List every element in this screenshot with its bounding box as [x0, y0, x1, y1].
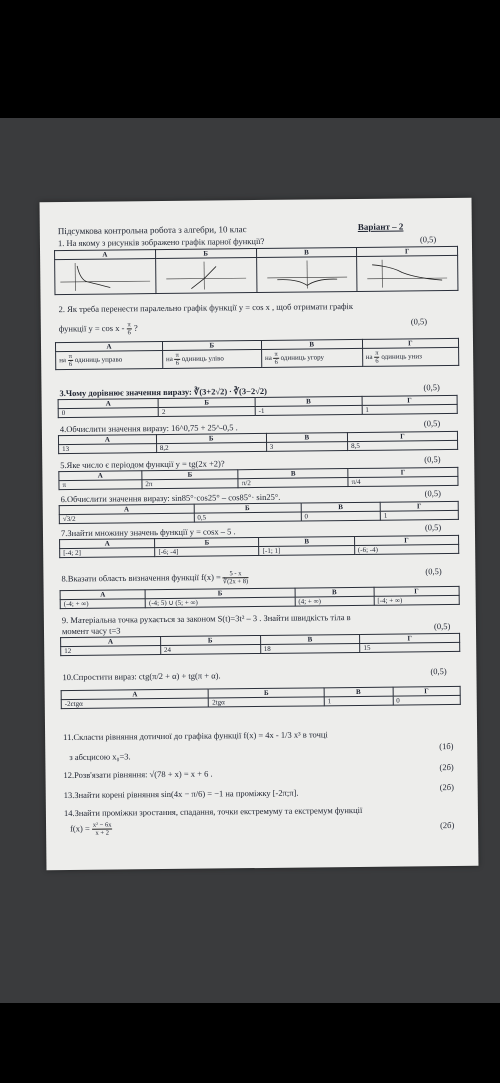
q14-den: x + 2 — [95, 829, 109, 837]
question-6: 6.Обчислити значення виразу: sin85°·cos25° – cos85°· sin25°. — [60, 491, 281, 505]
q8-points: (0,5) — [425, 566, 442, 577]
q3-opt-c: -1 — [255, 405, 362, 415]
q4-opt-d: 8,5 — [348, 440, 458, 450]
q8-den: ∛(2x + 8) — [222, 578, 249, 586]
graph-a-plot — [55, 259, 155, 294]
q3-points: (0,5) — [423, 382, 440, 393]
q2-opt-c — [261, 348, 362, 367]
q7-opt-b: [-6; -4] — [155, 546, 259, 556]
question-3: 3.Чому дорівнює значення виразу: ∛(3+2√2) ∙ ∛(3−2√2) — [59, 385, 267, 399]
q4-options — [58, 431, 458, 454]
q2-c-den: 6 — [274, 358, 278, 366]
q5-opt-b: 2π — [142, 479, 239, 489]
q2-fraction — [126, 321, 131, 336]
q2-qmark: ? — [133, 322, 138, 333]
q2-c-prefix: на — [264, 353, 272, 363]
q14-points: (2б) — [440, 819, 455, 831]
q11-expr: f(x) = 4x - 1/3 x³ — [243, 729, 301, 741]
q12-expr: √(78 + x) = x + 6 . — [149, 768, 213, 780]
q8-col-a: А — [60, 590, 145, 600]
q2-d-num: π — [375, 349, 379, 357]
q2-d-frac — [374, 350, 379, 365]
q8-opt-d: [-4; + ∞) — [374, 595, 459, 605]
variant-label: Варіант – 2 — [357, 221, 404, 232]
q8-opt-c: (4; + ∞) — [295, 596, 374, 606]
question-1: 1. На якому з рисунків зображено графік парної функції? — [57, 235, 265, 249]
graph-b — [155, 258, 256, 294]
q6-col-d: Г — [380, 501, 458, 511]
q3-opt-a: 0 — [58, 408, 158, 418]
q4-col-a: А — [58, 435, 156, 445]
question-2-line1: 2. Як треба перенести паралельно графік функції y = cos x , щоб отримати графік — [58, 301, 354, 315]
q8-col-b: Б — [145, 588, 294, 599]
q3-opt-b: 2 — [158, 407, 255, 417]
q8-num: 5 - x — [223, 570, 248, 578]
q2-a-num: π — [68, 352, 73, 360]
q5-points: (0,5) — [424, 454, 441, 465]
q4-opt-b: 8,2 — [156, 442, 266, 452]
q10-col-a: А — [61, 689, 209, 700]
col-b: Б — [155, 249, 256, 259]
q2-b-text: одиниць уліво — [181, 354, 224, 363]
q9-opt-a: 12 — [61, 646, 161, 656]
col-c: В — [256, 247, 357, 257]
q4-col-d: Г — [348, 431, 458, 441]
q14-fraction — [92, 822, 113, 837]
question-7: 7.Знайти множину значень функції y = cosx – 5 . — [60, 526, 236, 539]
q9-opt-d: 15 — [360, 642, 460, 652]
q7-options — [59, 535, 459, 558]
q2-opt-b — [162, 349, 261, 368]
q2-d-text: одиниць униз — [381, 352, 422, 361]
q1-points: (0,5) — [419, 234, 437, 245]
q2-d-prefix: на — [365, 352, 373, 361]
q10-opt-a: -2ctgα — [61, 698, 209, 709]
q5-col-c: В — [238, 469, 348, 479]
q13-points: (2б) — [439, 781, 454, 793]
q9-col-d: Г — [360, 633, 460, 643]
q7-col-a: А — [60, 539, 155, 549]
q2-b-frac — [175, 352, 180, 367]
q3-col-b: Б — [158, 398, 255, 408]
q10-col-d: Г — [393, 686, 461, 696]
q9-opt-b: 24 — [160, 644, 260, 654]
q10-text: 10.Спростити вираз: — [62, 671, 137, 683]
q9-options — [60, 633, 460, 656]
q13-expr: sin(4x − π/6) = −1 — [161, 788, 224, 800]
q4-col-b: Б — [156, 433, 266, 443]
q2-a-text: одиниць управо — [74, 355, 123, 365]
q8-opt-a: (-4; + ∞) — [60, 599, 145, 609]
q2-b-num: π — [175, 351, 179, 359]
graph-c — [256, 256, 357, 292]
q13-text-2: на проміжку [-2π;π]. — [225, 787, 299, 799]
q2-c-text: одиниць угору — [280, 353, 325, 362]
q9-col-c: В — [260, 634, 360, 644]
col-a: А — [55, 250, 156, 260]
question-4: 4.Обчислити значення виразу: 16^0,75 + 25^-0,5 . — [59, 422, 238, 435]
q6-options — [59, 501, 459, 524]
q2-b-den: 6 — [175, 359, 179, 367]
q10-expr: ctg(π/2 + α) + tg(π + α). — [138, 670, 221, 682]
question-8 — [61, 570, 248, 587]
q2-frac-num: π — [127, 321, 131, 329]
question-11-line1 — [63, 729, 328, 742]
q2-a-den: 6 — [68, 360, 73, 368]
q2-opt-a — [56, 351, 163, 370]
q2-a-prefix: на — [59, 356, 67, 365]
q3-col-d: Г — [362, 395, 457, 405]
graph-a — [55, 259, 156, 295]
q10-points: (0,5) — [430, 666, 447, 677]
graph-b-plot — [156, 258, 256, 293]
question-12 — [63, 768, 212, 780]
q7-opt-d: (-6; -4) — [354, 544, 458, 554]
q2-col-b: Б — [162, 340, 261, 350]
question-2-line2 — [59, 321, 138, 337]
q6-points: (0,5) — [424, 488, 441, 499]
q10-opt-d: 0 — [393, 695, 461, 705]
question-11-line2: з абсцисою x₀=3. — [69, 751, 131, 762]
graph-c-plot — [257, 257, 357, 292]
q3-col-c: В — [255, 396, 362, 406]
q8-options — [60, 586, 460, 609]
q14-num: x² − 6x — [92, 821, 112, 829]
q7-col-d: Г — [354, 535, 458, 545]
q12-points: (2б) — [439, 761, 454, 773]
q6-opt-a: √3/2 — [59, 513, 194, 523]
question-14-func — [70, 822, 113, 837]
q4-opt-c: 3 — [266, 442, 348, 452]
q2-frac-den: 6 — [127, 329, 131, 337]
q5-options — [58, 467, 458, 490]
q4-opt-a: 13 — [59, 444, 157, 454]
q5-col-d: Г — [348, 467, 458, 477]
question-14: 14.Знайти проміжки зростання, спадання, точки екстремуму та екстремум функції — [63, 804, 363, 819]
q3-options — [58, 395, 458, 418]
q13-text: 13.Знайти корені рівняння — [63, 789, 160, 801]
q4-col-c: В — [266, 433, 348, 443]
exam-sheet — [40, 198, 479, 870]
q2-d-den: 6 — [375, 357, 379, 365]
question-10 — [62, 670, 220, 682]
q8-opt-b: (-4; 5) ∪ (5; + ∞) — [145, 597, 294, 608]
q6-opt-c: 0 — [301, 511, 380, 521]
q6-opt-d: 1 — [380, 510, 458, 520]
question-13 — [64, 788, 299, 800]
question-9-line1: 9. Матеріальна точка рухається за законом S(t)=3t² – 3 . Знайти швидкість тіла в — [61, 612, 351, 626]
q11-text: 11.Скласти рівняння дотичної до графіка функції — [63, 730, 242, 743]
q3-col-a: А — [58, 399, 158, 409]
q8-col-c: В — [295, 587, 374, 597]
q10-opt-b: 2tgα — [209, 697, 325, 707]
graph-d — [357, 255, 458, 291]
q2-options — [55, 338, 459, 370]
q11-points: (1б) — [439, 740, 454, 752]
q9-opt-c: 18 — [260, 643, 360, 653]
q2-col-c: В — [261, 339, 362, 349]
exam-title: Підсумкова контрольна робота з алгебри, 10 клас — [57, 224, 247, 237]
q10-col-c: В — [324, 687, 393, 697]
q4-points: (0,5) — [423, 418, 441, 429]
question-9-line2: момент часу t=3 — [61, 625, 121, 637]
q1-graph-table — [54, 246, 458, 295]
q7-points: (0,5) — [424, 522, 442, 533]
q5-opt-c: π/2 — [238, 478, 348, 488]
q7-opt-a: [-4; 2] — [60, 548, 155, 558]
q9-points: (0,5) — [433, 621, 451, 632]
q3-opt-d: 1 — [362, 404, 457, 414]
q5-opt-d: π/4 — [348, 476, 458, 486]
q2-c-frac — [273, 351, 278, 366]
q11-text-b: в точці — [302, 729, 328, 740]
q2-col-a: А — [55, 342, 162, 352]
q6-opt-b: 0,5 — [194, 512, 301, 522]
q2-points: (0,5) — [410, 316, 428, 327]
q14-fx: f(x) = — [70, 823, 90, 834]
q8-col-d: Г — [374, 586, 459, 596]
q5-opt-a: π — [59, 480, 142, 490]
q6-col-a: А — [59, 504, 194, 514]
q2-func: функції y = cos x - — [58, 322, 125, 334]
q2-c-num: π — [274, 350, 278, 358]
q5-col-b: Б — [142, 470, 239, 480]
col-d: Г — [357, 246, 458, 256]
q12-text: 12.Розв'язати рівняння: — [63, 769, 148, 781]
question-5: 5.Яке число є періодом функції y = tg(2x +2)? — [60, 458, 225, 471]
graph-d-plot — [357, 256, 457, 291]
q10-options — [61, 686, 461, 709]
q8-func: f(x) = — [201, 571, 221, 583]
q7-opt-c: [-1; 1] — [259, 546, 354, 556]
q10-col-b: Б — [209, 688, 325, 698]
q5-col-a: А — [59, 471, 142, 481]
q2-opt-d — [362, 347, 459, 366]
q8-text: 8.Вказати область визначення функції — [61, 572, 200, 584]
q6-col-c: В — [301, 502, 380, 512]
q9-col-b: Б — [160, 635, 260, 645]
q2-col-d: Г — [362, 338, 459, 348]
q6-col-b: Б — [194, 503, 301, 513]
q8-fraction — [223, 570, 248, 585]
q7-col-c: В — [259, 537, 354, 547]
q10-opt-c: 1 — [324, 696, 393, 706]
q2-b-prefix: на — [165, 355, 173, 364]
q9-col-a: А — [61, 637, 161, 647]
q7-col-b: Б — [155, 538, 259, 548]
q2-a-frac — [68, 353, 73, 368]
